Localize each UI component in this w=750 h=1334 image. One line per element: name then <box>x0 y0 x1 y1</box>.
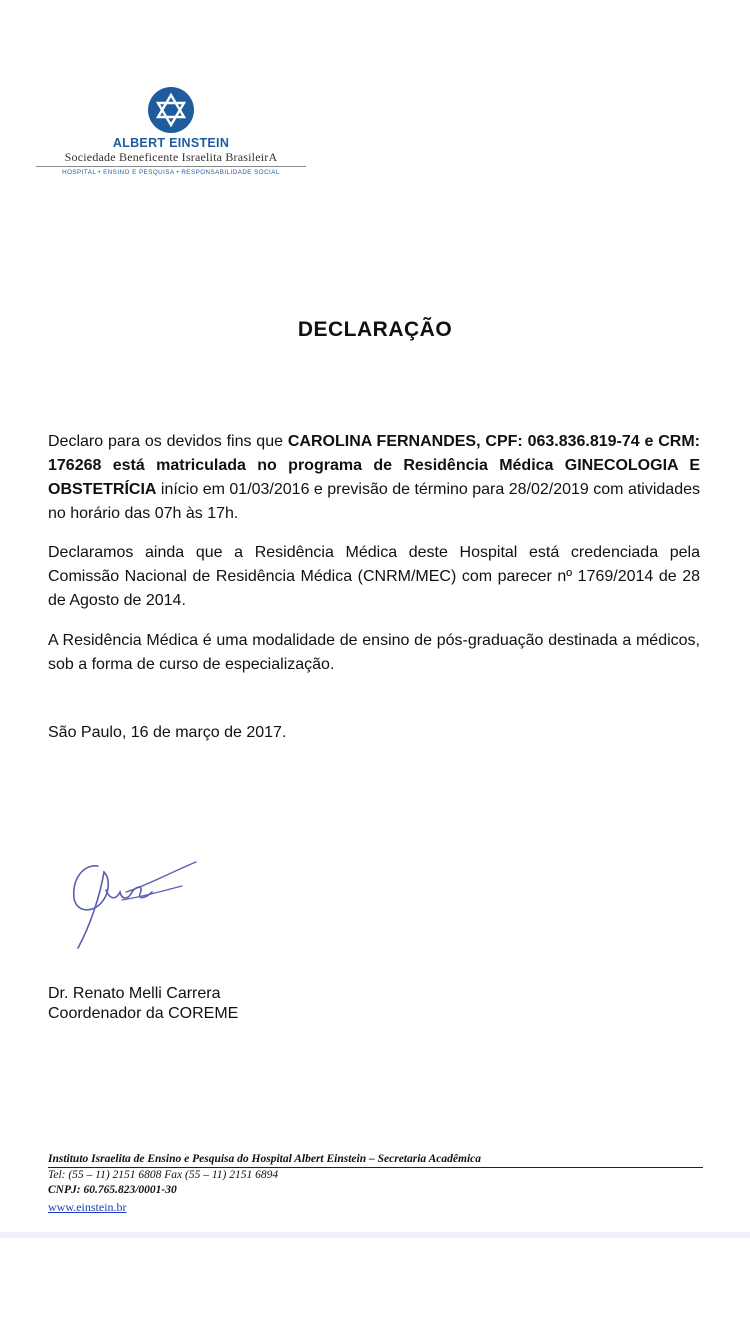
p1-intro: Declaro para os devidos fins que <box>48 433 288 450</box>
org-name: ALBERT EINSTEIN <box>112 136 230 150</box>
footer-website-link[interactable]: www.einstein.br <box>48 1200 127 1214</box>
signer-block <box>48 984 238 1024</box>
footer-cnpj: CNPJ: 60.765.823/0001-30 <box>48 1184 177 1196</box>
place-date: São Paulo, 16 de março de 2017. <box>48 724 287 741</box>
paragraph-accreditation: Declaramos ainda que a Residência Médica deste Hospital está credenciada pela Comissão Nacional de Residência Médica (CNRM/MEC) com parecer nº 1769/2014 de 28 de Agosto de 2014. <box>48 544 700 609</box>
handwritten-signature <box>66 856 206 956</box>
footer <box>48 1153 703 1216</box>
paragraph-enrollment <box>48 430 700 526</box>
page-bottom-edge <box>0 1232 750 1238</box>
paragraph-definition: A Residência Médica é uma modalidade de ensino de pós-graduação destinada a médicos, sob a forma de curso de especialização. <box>48 632 700 673</box>
org-subtitle: Sociedade Beneficente Israelita BrasileirA <box>36 150 306 167</box>
document-title: DECLARAÇÃO <box>297 318 453 341</box>
p1-name-cpf: CAROLINA FERNANDES, CPF: 063.836.819-74 e CRM: 176268 está matriculada no programa de Residência Médica GINECOLOGIA E OBSTETRÍCIA <box>48 433 701 498</box>
org-tagline: HOSPITAL • ENSINO E PESQUISA • RESPONSABILIDADE SOCIAL <box>62 169 280 176</box>
letterhead-logo <box>36 86 306 176</box>
signer-name: Dr. Renato Melli Carrera <box>48 985 221 1002</box>
p1-dates: início em 01/03/2016 e previsão de término para 28/02/2019 com atividades no horário das 07h às 17h. <box>48 481 700 522</box>
signer-role: Coordenador da COREME <box>48 1005 239 1022</box>
footer-phone: Tel: (55 – 11) 2151 6808 Fax (55 – 11) 2151 6894 <box>48 1169 279 1181</box>
star-of-david-icon <box>147 86 195 134</box>
footer-institution: Instituto Israelita de Ensino e Pesquisa do Hospital Albert Einstein – Secretaria Acadêmica <box>48 1153 703 1168</box>
